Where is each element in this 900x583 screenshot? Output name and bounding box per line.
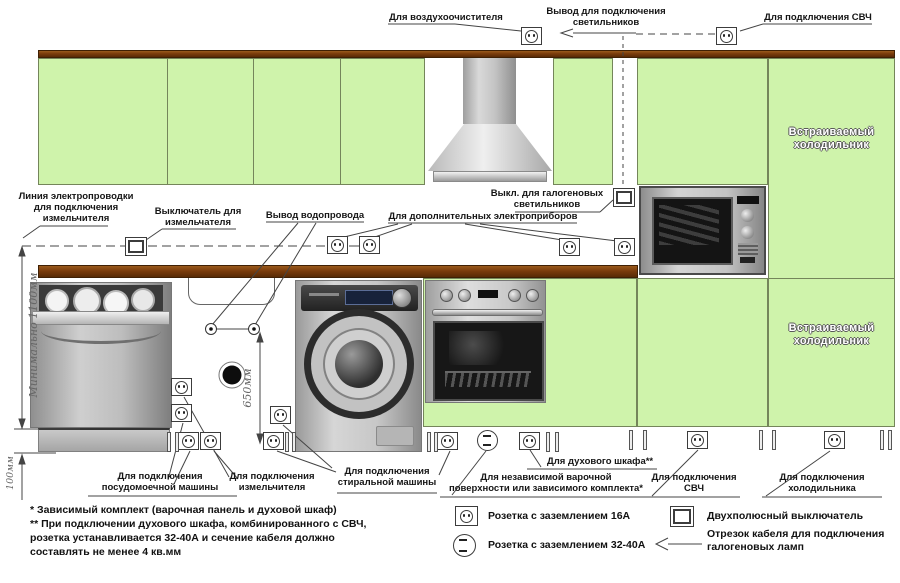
- socket-16a-icon: [437, 432, 458, 450]
- two-pole-switch-icon: [125, 237, 147, 256]
- cabinet-leg: [759, 430, 763, 450]
- socket-16a-icon: [559, 238, 580, 256]
- label-line: измельчателя: [165, 217, 231, 228]
- label-line: для подключения: [33, 202, 119, 213]
- fridge-label-line: холодильник: [793, 335, 870, 347]
- cabinet-leg: [643, 430, 647, 450]
- footnote-line: * Зависимый комплект (варочная панель и духовой шкаф): [30, 504, 337, 516]
- microwave-column-upper: [637, 58, 768, 185]
- cornice: [38, 50, 895, 58]
- microwave-image: [639, 186, 766, 275]
- oven-knob: [508, 289, 521, 302]
- label-line: Для подключения: [344, 466, 430, 477]
- socket-16a-icon: [687, 431, 708, 449]
- two-pole-switch-icon: [613, 188, 635, 207]
- socket-16a-icon: [171, 378, 192, 396]
- label-halogen-switch: [491, 188, 603, 210]
- upper-cabinets-left: [38, 58, 425, 185]
- label-line: холодильника: [788, 483, 856, 494]
- oven-knob: [458, 289, 471, 302]
- dishwasher-handle: [41, 327, 161, 344]
- legend-socket-16a-label: Розетка с заземлением 16А: [488, 510, 631, 522]
- label-oven-connection: Для духового шкафа**: [547, 456, 654, 467]
- footnote-line: розетка устанавливается 32-40А и сечение кабеля должно: [30, 532, 335, 544]
- label-line: Для подключения: [779, 472, 865, 483]
- legend-cable-label: Отрезок кабеля для подключения галогеновых ламп: [707, 528, 885, 553]
- cabinet-leg: [175, 432, 179, 452]
- washer-door: [304, 309, 414, 419]
- cabinet-leg: [434, 432, 438, 452]
- washer-control-panel: [301, 285, 418, 311]
- label-line: поверхности или зависимого комплекта*: [448, 483, 644, 494]
- label-line: Для независимой варочной: [480, 472, 612, 483]
- fridge-column: [768, 58, 895, 427]
- label-microwave-top: Для подключения СВЧ: [764, 12, 872, 23]
- label-fridge-connection: [779, 472, 864, 494]
- socket-16a-icon: [716, 27, 737, 45]
- socket-16a-icon: [270, 406, 291, 424]
- socket-16a-icon: [824, 431, 845, 449]
- cabinet-divider: [167, 58, 168, 185]
- oven-handle: [432, 309, 543, 316]
- label-hob-connection: [449, 472, 643, 494]
- oven-knob: [526, 289, 539, 302]
- cabinet-leg: [167, 432, 171, 452]
- label-line: Линия электропроводки: [18, 191, 134, 202]
- cabinet-leg: [285, 432, 289, 452]
- socket-16a-icon: [614, 238, 635, 256]
- cabinet-leg: [555, 432, 559, 452]
- socket-32-40a-icon: [477, 430, 498, 451]
- footnote-line: составлять не менее 4 кв.мм: [30, 546, 182, 558]
- cabinet-leg: [772, 430, 776, 450]
- label-grinder-switch: [155, 206, 242, 228]
- label-line: светильников: [572, 17, 640, 28]
- dimension-650mm: 650мм: [241, 368, 254, 408]
- socket-16a-icon: [200, 432, 221, 450]
- cabinet-leg: [292, 432, 296, 452]
- legend-two-pole-switch-icon: [670, 506, 694, 527]
- cooker-hood-rim: [433, 171, 547, 182]
- footnotes: [30, 503, 366, 559]
- label-air-purifier: Для воздухоочистителя: [389, 12, 503, 23]
- cooker-hood-chimney: [463, 58, 516, 124]
- label-line: Вывод для подключения: [546, 6, 666, 17]
- oven-display: [478, 290, 498, 298]
- label-water-output: Вывод водопровода: [265, 210, 365, 221]
- label-lights-output: [546, 6, 665, 28]
- dimension-100mm: 100мм: [5, 456, 16, 490]
- label-microwave-connection: [651, 472, 736, 494]
- label-line: Выключатель для: [154, 206, 242, 217]
- washing-machine-image: [295, 280, 422, 452]
- fridge-label-line: Встраиваемый: [788, 126, 875, 138]
- label-line: посудомоечной машины: [101, 482, 219, 493]
- cabinet-leg: [629, 430, 633, 450]
- cabinet-leg: [427, 432, 431, 452]
- dishwasher-base: [38, 428, 170, 452]
- legend-socket-16a-icon: [455, 506, 478, 526]
- oven-door-glass: [433, 321, 544, 401]
- footnote-line: ** При подключении духового шкафа, комбинированного с СВЧ,: [30, 518, 367, 530]
- countertop: [38, 265, 638, 278]
- socket-16a-icon: [178, 432, 199, 450]
- label-line: Для подключения: [229, 471, 315, 482]
- socket-16a-icon: [263, 432, 284, 450]
- label-line: Выкл. для галогеновых: [490, 188, 604, 199]
- socket-16a-icon: [171, 404, 192, 422]
- legend-two-pole-switch-label: Двухполюсный выключатель: [707, 510, 864, 522]
- microwave-window: [652, 197, 733, 265]
- microwave-control-panel: [735, 195, 761, 265]
- label-grinder-connection: [229, 471, 314, 493]
- sink-outline: [188, 278, 275, 305]
- label-washer-connection: [338, 466, 437, 488]
- label-line: Для подключения: [117, 471, 203, 482]
- label-line: СВЧ: [683, 483, 705, 494]
- label-line: измельчителя: [238, 482, 306, 493]
- fridge-label-line: Встраиваемый: [788, 322, 875, 334]
- label-dishwasher-connection: [102, 471, 219, 493]
- cabinet-leg: [546, 432, 550, 452]
- microwave-column-lower: [637, 278, 768, 427]
- legend-socket-32-40a-icon: [453, 534, 476, 557]
- label-line: светильников: [513, 199, 581, 210]
- fridge-label-lower: [768, 322, 895, 348]
- label-grinder-wiring: [19, 191, 134, 224]
- cabinet-leg: [888, 430, 892, 450]
- upper-cabinet-right-of-hood: [553, 58, 613, 185]
- fridge-column-divider: [768, 278, 895, 279]
- dishwasher-open-top: [39, 285, 163, 311]
- oven-image: [425, 280, 546, 403]
- oven-knob: [440, 289, 453, 302]
- fridge-label-upper: [768, 126, 895, 152]
- socket-16a-icon: [359, 236, 380, 254]
- dishwasher-image: [30, 282, 172, 428]
- dimension-min-1100mm: Минимально 1100мм: [27, 272, 40, 398]
- legend-socket-32-40a-label: Розетка с заземлением 32-40А: [488, 539, 646, 551]
- label-line: Для подключения: [651, 472, 737, 483]
- socket-16a-icon: [327, 236, 348, 254]
- cabinet-divider: [253, 58, 254, 185]
- cabinet-divider: [340, 58, 341, 185]
- fridge-label-line: холодильник: [793, 139, 870, 151]
- socket-16a-icon: [521, 27, 542, 45]
- cabinet-leg: [880, 430, 884, 450]
- socket-16a-icon: [519, 432, 540, 450]
- washer-drawer: [376, 426, 414, 446]
- label-extra-appliances: Для дополнительных электроприборов: [388, 211, 578, 222]
- dishwasher-control-strip: [33, 311, 169, 325]
- label-line: стиральной машины: [337, 477, 437, 488]
- label-line: измельчителя: [42, 213, 110, 224]
- cooker-hood-cone: [428, 124, 552, 171]
